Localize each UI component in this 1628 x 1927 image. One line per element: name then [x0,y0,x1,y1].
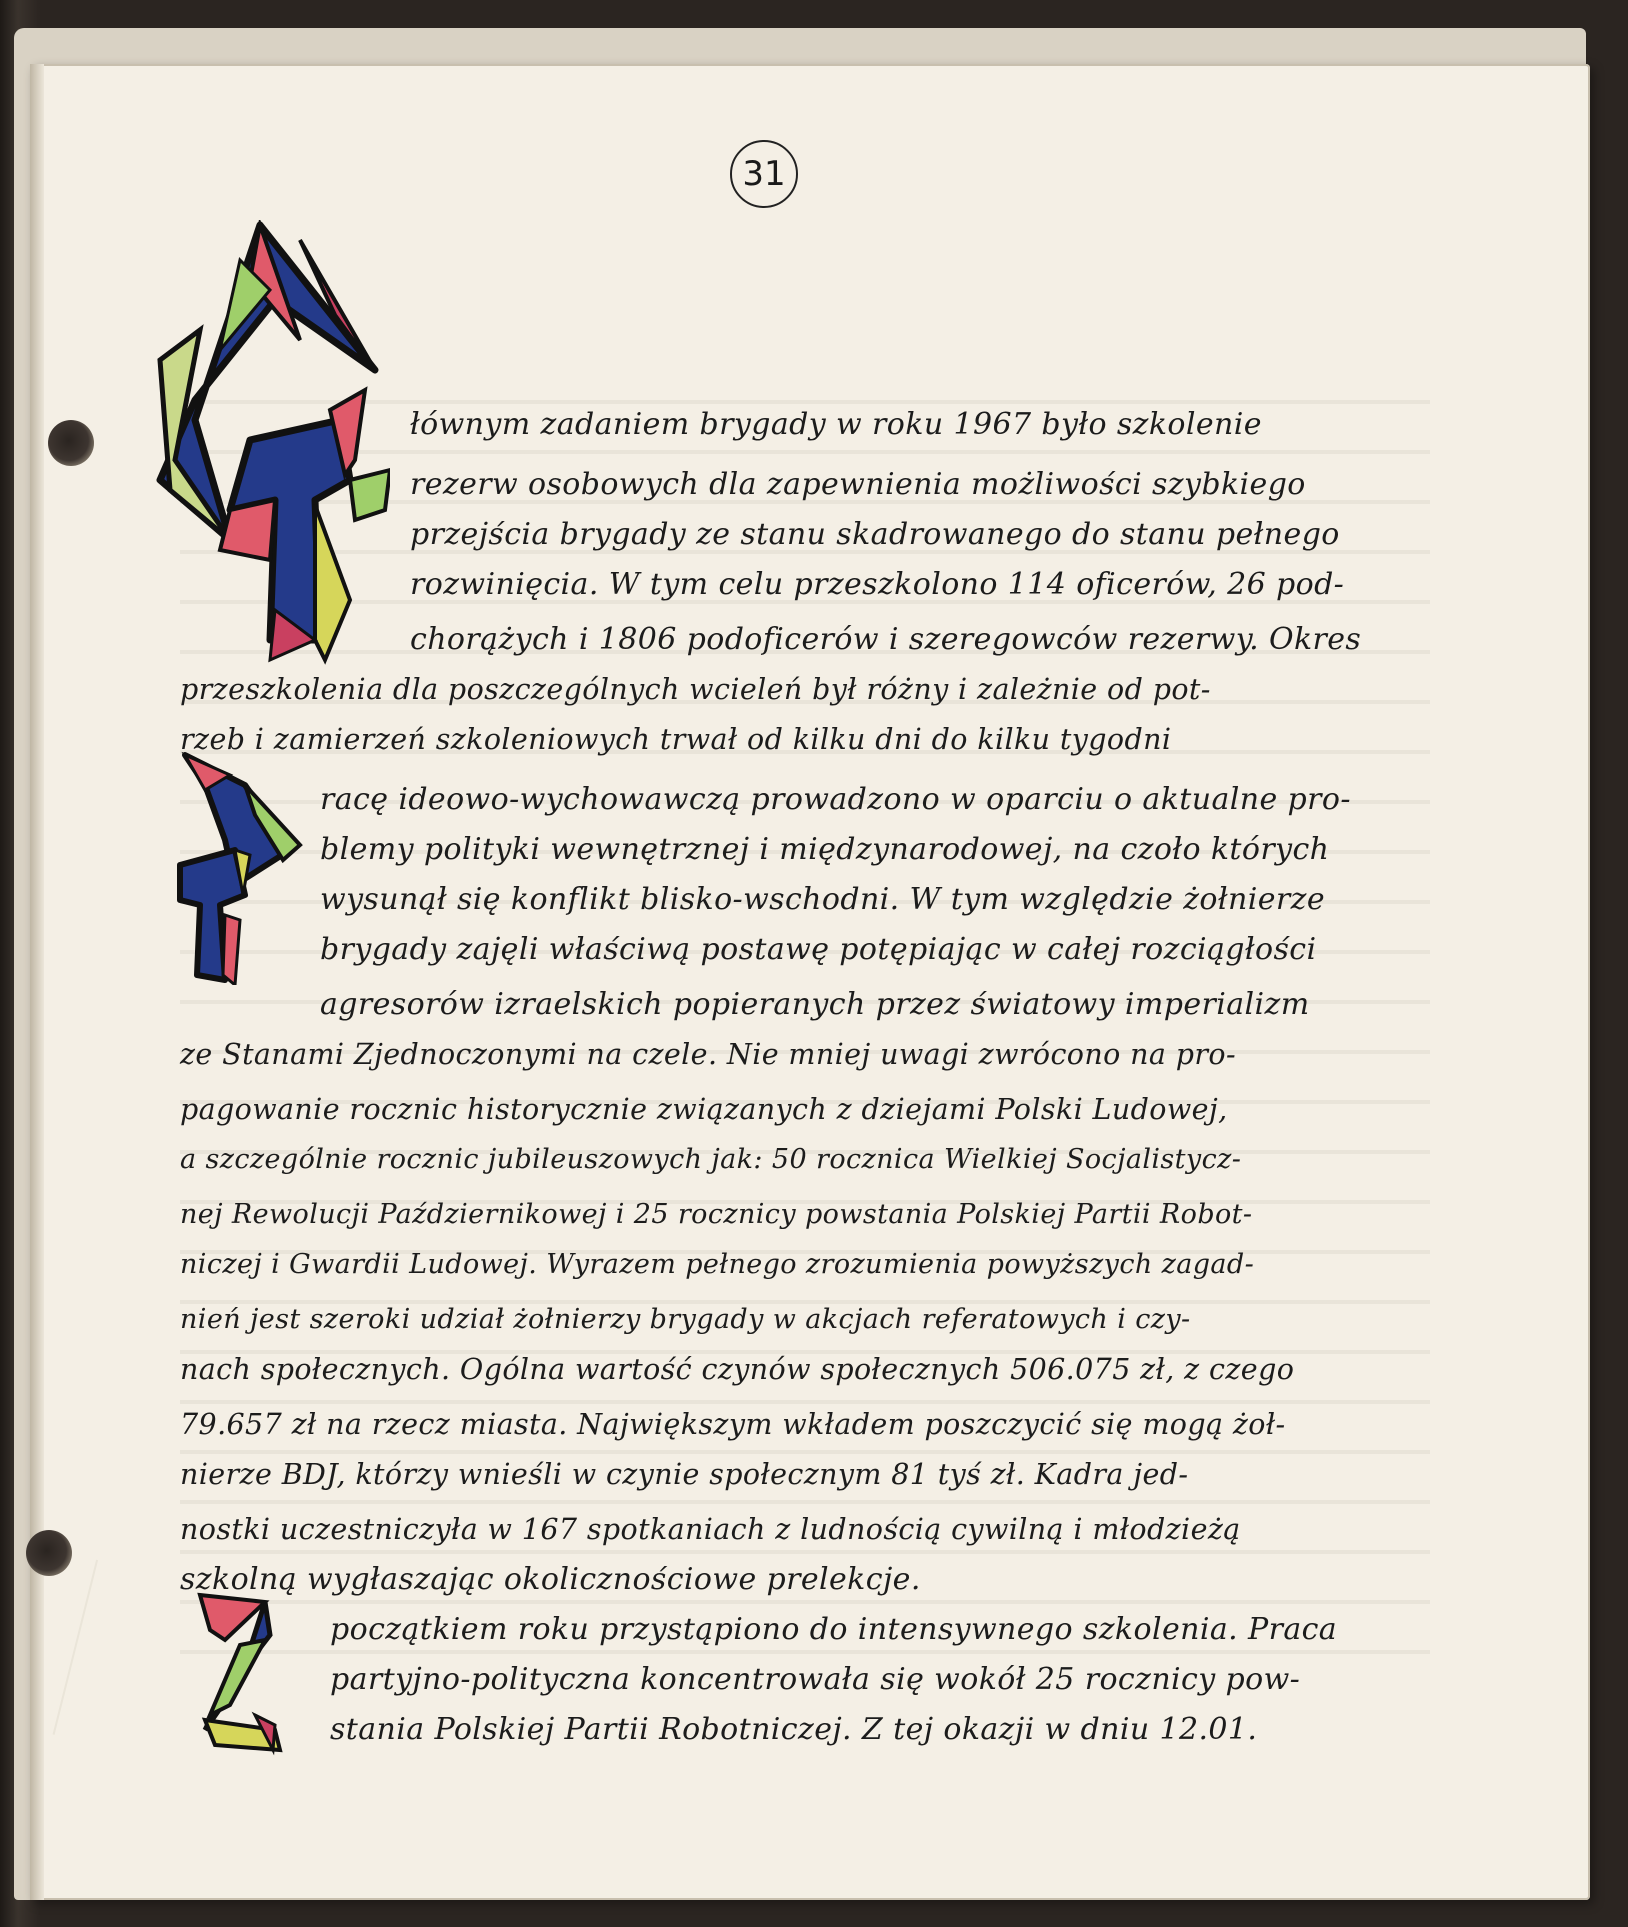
binder-hole-bottom [26,1530,72,1576]
page-left-edge [30,64,44,1900]
initial-letter-p [175,745,315,985]
text-line-12: agresorów izraelskich popieranych przez światowy imperializm [320,987,1310,1022]
text-line-18: nień jest szeroki udział żołnierzy brygady w akcjach referatowych i czy- [180,1304,1191,1335]
initial-letter-z [195,1590,285,1760]
page-number: 31 [730,140,798,208]
text-line-8: racę ideowo-wychowawczą prowadzono w oparciu o aktualne pro- [320,782,1351,817]
text-line-14: pagowanie rocznic historycznie związanych z dziejami Polski Ludowej, [180,1093,1228,1126]
text-line-24: początkiem roku przystąpiono do intensywnego szkolenia. Praca [330,1612,1338,1647]
text-line-7: rzeb i zamierzeń szkoleniowych trwał od kilku dni do kilku tygodni [180,723,1172,756]
text-line-23: szkolną wygłaszając okolicznościowe prelekcje. [180,1562,921,1597]
text-line-4: rozwinięcia. W tym celu przeszkolono 114 oficerów, 26 pod- [410,567,1345,602]
text-line-9: blemy polityki wewnętrznej i międzynarodowej, na czoło których [320,832,1330,867]
text-line-15: a szczególnie rocznic jubileuszowych jak: 50 rocznica Wielkiej Socjalistycz- [180,1144,1242,1175]
text-line-22: nostki uczestniczyła w 167 spotkaniach z ludnością cywilną i młodzieżą [180,1513,1241,1546]
text-line-20: 79.657 zł na rzecz miasta. Największym wkładem poszczycić się mogą żoł- [180,1408,1286,1441]
binder-hole-top [48,420,94,466]
text-line-21: nierze BDJ, którzy wnieśli w czynie społecznym 81 tyś zł. Kadra jed- [180,1458,1189,1491]
text-line-25: partyjno-polityczna koncentrowała się wokół 25 rocznicy pow- [330,1662,1301,1697]
text-line-19: nach społecznych. Ogólna wartość czynów społecznych 506.075 zł, z czego [180,1353,1295,1386]
text-line-26: stania Polskiej Partii Robotniczej. Z tej okazji w dniu 12.01. [330,1712,1258,1747]
text-line-17: niczej i Gwardii Ludowej. Wyrazem pełnego zrozumienia powyższych zagad- [180,1249,1255,1280]
text-line-2: rezerw osobowych dla zapewnienia możliwości szybkiego [410,467,1306,502]
text-line-6: przeszkolenia dla poszczególnych wcieleń był różny i zależnie od pot- [180,673,1211,706]
text-line-1: łównym zadaniem brygady w roku 1967 było szkolenie [410,407,1262,442]
text-line-13: ze Stanami Zjednoczonymi na czele. Nie mniej uwagi zwrócono na pro- [180,1038,1237,1071]
text-line-5: chorążych i 1806 podoficerów i szeregowców rezerwy. Okres [410,622,1362,657]
text-line-10: wysunął się konflikt blisko-wschodni. W tym względzie żołnierze [320,882,1325,917]
text-line-3: przejścia brygady ze stanu skadrowanego do stanu pełnego [410,517,1340,552]
initial-letter-g [100,220,390,690]
text-line-11: brygady zajęli właściwą postawę potępiając w całej rozciągłości [320,932,1317,967]
text-line-16: nej Rewolucji Październikowej i 25 rocznicy powstania Polskiej Partii Robot- [180,1199,1253,1230]
